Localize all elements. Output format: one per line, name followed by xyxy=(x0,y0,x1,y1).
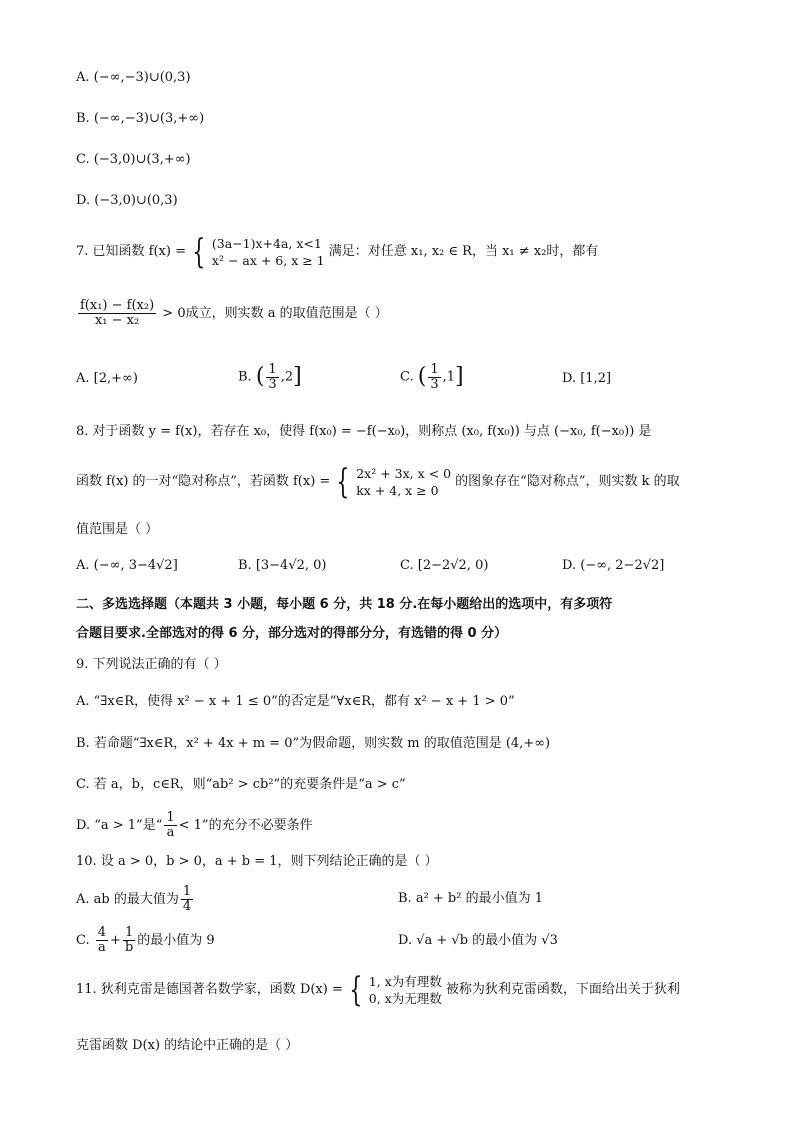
q10-option-d: D. √a + √b 的最小值为 √3 xyxy=(398,933,558,948)
q8-option-d: D. (−∞, 2−2√2] xyxy=(562,558,665,573)
q7-option-b-den: 3 xyxy=(268,376,277,392)
q8-line-3: 值范围是（ ） xyxy=(76,522,159,537)
q7-case-1: (3a−1)x+4a, x<1 xyxy=(211,235,322,251)
q7-option-c-post: ,1 xyxy=(442,369,456,385)
q8-line-2 xyxy=(76,462,680,502)
q7-option-b-num: 1 xyxy=(268,361,277,377)
q10-stem: 10. 设 a > 0，b > 0，a + b = 1，则下列结论正确的是（ ） xyxy=(76,854,438,869)
q10-option-b: B. a² + b² 的最小值为 1 xyxy=(398,891,544,906)
q9-option-d-den: a xyxy=(166,825,175,840)
q11-case-1: 1, x为有理数 xyxy=(368,973,442,989)
q6-option-a: A. (−∞,−3)∪(0,3) xyxy=(76,70,191,85)
q11-stem xyxy=(76,970,680,1010)
q8-line-1: 8. 对于函数 y = f(x)，若存在 x₀，使得 f(x₀) = −f(−x₀)，则称点 (x₀, f(x₀)) 与点 (−x₀, f(−x₀)) 是 xyxy=(76,424,652,439)
q9-option-d-frac xyxy=(164,811,176,840)
q7-option-b-frac xyxy=(266,363,278,392)
q10-option-a-den: 4 xyxy=(182,899,192,914)
q7-cases xyxy=(212,235,325,269)
q7-option-c xyxy=(400,357,464,398)
section-2-heading-line-2: 合题目要求.全部选对的得 6 分，部分选对的得部分分，有选错的得 0 分） xyxy=(76,626,508,641)
q9-option-b: B. 若命题“∃x∈R，x² + 4x + m = 0”为假命题，则实数 m 的取值范围是 (4,+∞) xyxy=(76,736,551,751)
q9-stem: 9. 下列说法正确的有（ ） xyxy=(76,657,227,672)
q10-option-a-num: 1 xyxy=(182,884,192,899)
q10-option-c-plus: + xyxy=(110,933,121,948)
q7-stem xyxy=(76,232,598,272)
q7-option-c-label: C. xyxy=(400,369,414,385)
q8-option-a: A. (−∞, 3−4√2] xyxy=(76,558,178,573)
q10-option-c-num-2: 1 xyxy=(123,926,135,941)
q6-option-d: D. (−3,0)∪(0,3) xyxy=(76,193,178,208)
q7-option-b-post: ,2 xyxy=(280,369,294,385)
q10-option-a-pre: A. ab 的最大值为 xyxy=(76,892,179,907)
q7-option-b xyxy=(238,357,302,398)
q10-option-c-post: 的最小值为 9 xyxy=(137,933,215,948)
q7-case-2: x² − ax + 6, x ≥ 1 xyxy=(211,252,325,268)
q7-cond-text: > 0成立，则实数 a 的取值范围是（ ） xyxy=(162,306,388,321)
q7-frac-num: f(x₁) − f(x₂) xyxy=(80,298,155,313)
q7-option-a: A. [2,+∞) xyxy=(76,371,138,386)
q7-option-c-den: 3 xyxy=(430,376,439,392)
q9-option-c: C. 若 a，b，c∈R，则“ab² > cb²”的充要条件是“a > c” xyxy=(76,777,406,792)
q10-option-c-num-1: 4 xyxy=(97,925,107,940)
q11-cases xyxy=(369,973,442,1007)
section-2-heading-line-1: 二、多选选择题（本题共 3 小题，每小题 6 分，共 18 分.在每小题给出的选项中，有多项符 xyxy=(76,597,613,612)
q6-option-b: B. (−∞,−3)∪(3,+∞) xyxy=(76,111,205,126)
q7-fraction xyxy=(78,299,156,328)
q11-case-2: 0, x为无理数 xyxy=(368,990,442,1006)
q7-brace: { xyxy=(192,231,206,272)
q8-tail: 的图象存在“隐对称点”，则实数 k 的取 xyxy=(455,474,680,489)
q10-option-a xyxy=(76,880,195,920)
q6-option-c: C. (−3,0)∪(3,+∞) xyxy=(76,152,191,167)
q11-tail: 被称为狄利克雷函数，下面给出关于狄利 xyxy=(445,982,680,997)
q9-option-d-pre: D. “a > 1”是“ xyxy=(76,818,163,833)
q9-option-d xyxy=(76,806,313,846)
q8-lead: 函数 f(x) 的一对“隐对称点”，若函数 f(x) = xyxy=(76,474,331,489)
q10-option-a-frac xyxy=(181,885,193,914)
q10-option-c xyxy=(76,921,215,961)
q8-cases xyxy=(356,465,451,499)
q9-option-a: A. “∃x∈R，使得 x² − x + 1 ≤ 0”的否定是“∀x∈R，都有 x² − x + 1 > 0” xyxy=(76,694,515,709)
q7-option-c-close: ] xyxy=(455,364,464,389)
q8-option-c: C. [2−2√2, 0) xyxy=(400,558,489,573)
q11-line-2: 克雷函数 D(x) 的结论中正确的是（ ） xyxy=(76,1038,299,1053)
q8-brace: { xyxy=(336,461,350,502)
q8-case-2: kx + 4, x ≥ 0 xyxy=(356,482,439,498)
q10-option-c-label: C. xyxy=(76,933,90,948)
q7-lead: 7. 已知函数 f(x) = xyxy=(76,244,186,259)
q9-option-d-num: 1 xyxy=(166,810,175,825)
q7-condition xyxy=(76,294,388,334)
q7-option-b-label: B. xyxy=(238,369,252,385)
q9-option-d-post: < 1”的充分不必要条件 xyxy=(178,818,313,833)
q10-option-c-den-2: b xyxy=(124,940,134,955)
q7-option-b-close: ] xyxy=(293,364,302,389)
q7-frac-den: x₁ − x₂ xyxy=(94,313,140,328)
q11-brace: { xyxy=(349,969,363,1010)
q10-option-c-frac-1 xyxy=(96,926,108,955)
q7-option-d: D. [1,2] xyxy=(562,371,612,386)
q11-lead: 11. 狄利克雷是德国著名数学家，函数 D(x) = xyxy=(76,982,343,997)
q8-case-1: 2x² + 3x, x < 0 xyxy=(356,465,452,481)
q7-option-c-open: ( xyxy=(417,364,427,389)
q7-option-c-num: 1 xyxy=(430,361,439,377)
q10-option-c-den-1: a xyxy=(98,940,106,955)
q7-option-c-frac xyxy=(428,363,440,392)
q7-tail: 满足：对任意 x₁, x₂ ∈ R，当 x₁ ≠ x₂时，都有 xyxy=(328,244,599,259)
q8-option-b: B. [3−4√2, 0) xyxy=(238,558,327,573)
q10-option-c-frac-2 xyxy=(123,926,135,955)
q7-option-b-open: ( xyxy=(255,364,265,389)
